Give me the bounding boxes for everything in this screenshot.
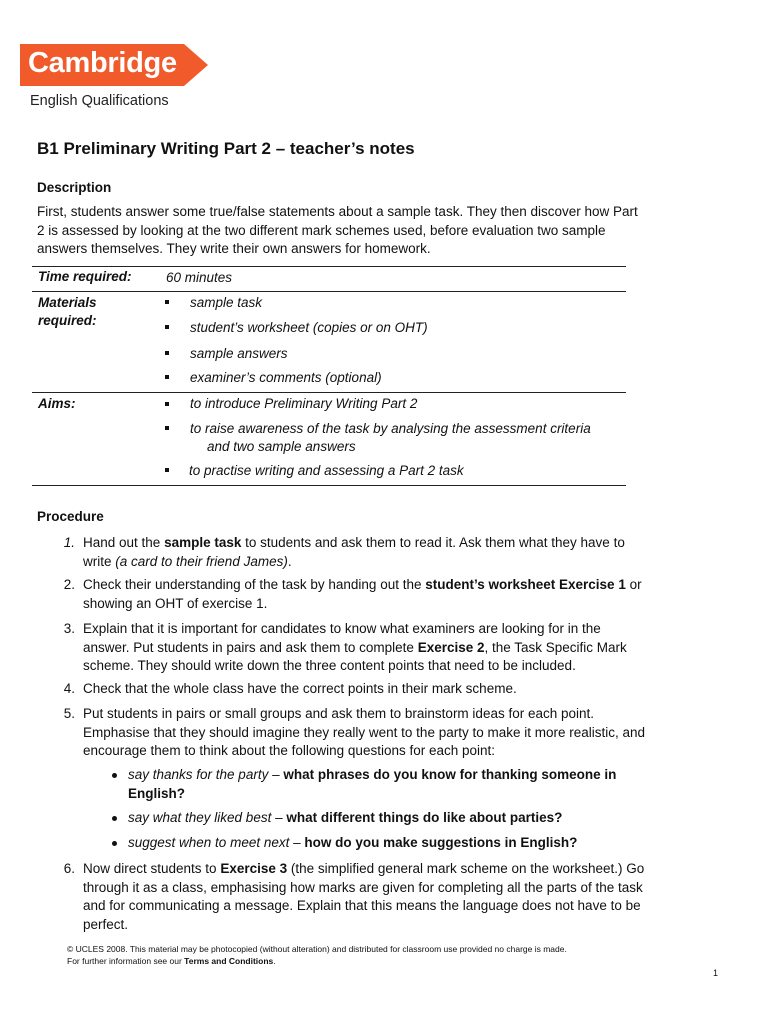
procedure-step-2: Check their understanding of the task by handing out the student’s worksheet Exercise 1 or showing an OHT of exercise 1.: [83, 577, 642, 611]
copyright-notice: © UCLES 2008. This material may be photocopied (without alteration) and distributed for classroom use provided no charge is made.: [67, 944, 567, 954]
materials-label: [38, 294, 97, 330]
description-line: 2 is assessed by looking at the two different mark schemes used, before evaluation two sample: [37, 222, 606, 238]
materials-item: sample answers: [190, 346, 288, 361]
procedure-step-4: Check that the whole class have the correct points in their mark scheme.: [83, 681, 517, 696]
table-rule: [32, 485, 626, 486]
materials-label-line: Materials: [38, 295, 97, 310]
page-title: B1 Preliminary Writing Part 2 – teacher’s notes: [37, 139, 415, 158]
procedure-heading: Procedure: [37, 509, 104, 524]
table-rule: [32, 392, 626, 393]
step-number: 1.: [63, 535, 75, 550]
square-bullet: [165, 300, 169, 304]
materials-item: sample task: [190, 295, 263, 310]
square-bullet: [165, 375, 169, 379]
procedure-step-6: Now direct students to Exercise 3 (the simplified general mark scheme on the worksheet.) Go through it as a class, emphasising how marks are given for completing all the parts of the task and for communicating a message. Explain that this means the language does not have to be perfect.: [83, 861, 645, 932]
materials-item: examiner’s comments (optional): [190, 370, 382, 385]
description-line: First, students answer some true/false statements about a sample task. They then discover how Part: [37, 204, 638, 219]
step-number: 6.: [63, 861, 75, 876]
sub-point: say thanks for the party – what phrases do you know for thanking someone in English?: [128, 767, 617, 801]
description-text: [37, 203, 677, 259]
aims-item: to raise awareness of the task by analysing the assessment criteria: [190, 421, 591, 436]
step-number: 2.: [63, 577, 75, 592]
description-heading: Description: [37, 180, 112, 195]
square-bullet: [165, 468, 169, 472]
materials-label-line: required:: [38, 313, 97, 328]
terms-link[interactable]: Terms and Conditions: [184, 956, 274, 966]
aims-label: Aims:: [38, 396, 76, 411]
step-number: 3.: [63, 621, 75, 636]
page-number: 1: [713, 968, 719, 978]
aims-item-continued: and two sample answers: [207, 439, 356, 454]
description-line: answers themselves. They write their own answers for homework.: [37, 241, 431, 256]
procedure-step-3: Explain that it is important for candidates to know what examiners are looking for in the answer. Put students in pairs and ask them to complete Exercise 2, the Task Specific Mark scheme. They should write down the three content points that need to be included.: [83, 621, 627, 673]
logo-subtitle: English Qualifications: [30, 93, 169, 109]
round-bullet: [112, 841, 117, 846]
table-rule: [32, 291, 626, 292]
logo-wordmark: Cambridge: [28, 47, 177, 79]
aims-item: to introduce Preliminary Writing Part 2: [190, 396, 418, 411]
round-bullet: [112, 773, 117, 778]
sub-point: suggest when to meet next – how do you make suggestions in English?: [128, 835, 578, 850]
aims-item: to practise writing and assessing a Part 2 task: [189, 463, 464, 478]
square-bullet: [165, 351, 169, 355]
step-number: 5.: [63, 706, 75, 721]
table-rule: [32, 266, 626, 267]
round-bullet: [112, 816, 117, 821]
square-bullet: [165, 426, 169, 430]
time-value: 60 minutes: [166, 270, 233, 285]
terms-notice: For further information see our Terms and Conditions.: [67, 956, 276, 966]
procedure-step-5: Put students in pairs or small groups and ask them to brainstorm ideas for each point. Emphasise that they should imagine they really went to the party to make it more realistic, and encourage them to think about the following questions for each point:: [83, 706, 646, 758]
square-bullet: [165, 402, 169, 406]
square-bullet: [165, 325, 169, 329]
time-label: Time required:: [38, 269, 132, 284]
procedure-step-1: Hand out the sample task to students and ask them to read it. Ask them what they have to write (a card to their friend James).: [83, 535, 625, 569]
step-number: 4.: [63, 681, 75, 696]
materials-item: student’s worksheet (copies or on OHT): [190, 320, 428, 335]
sub-point: say what they liked best – what different things do like about parties?: [128, 810, 563, 825]
